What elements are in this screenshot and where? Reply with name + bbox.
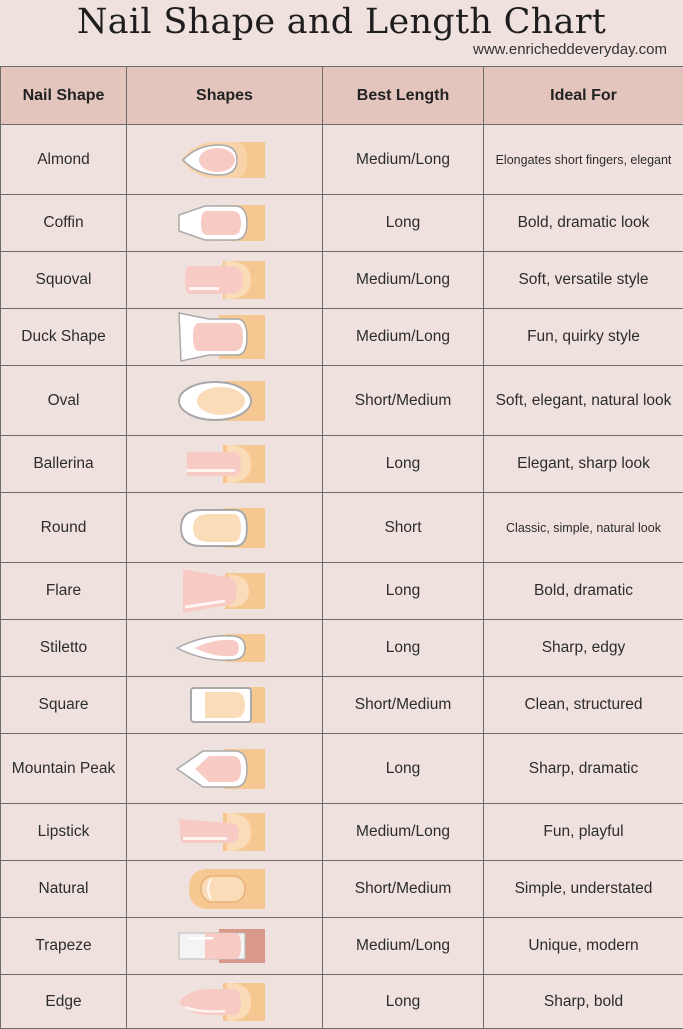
best-length: Medium/Long	[323, 125, 484, 195]
nail-shape-name: Lipstick	[1, 804, 127, 861]
shape-cell	[127, 677, 323, 734]
edge-nail-icon	[175, 979, 275, 1025]
nail-shape-name: Ballerina	[1, 436, 127, 493]
duck-nail-icon	[175, 311, 275, 363]
shape-cell	[127, 734, 323, 804]
stiletto-nail-icon	[175, 630, 275, 666]
table-row	[1, 195, 683, 252]
website-url: www.enricheddeveryday.com	[473, 41, 667, 58]
table-row	[1, 804, 683, 861]
table-row	[1, 125, 683, 195]
shape-cell	[127, 918, 323, 975]
column-header-nail-shape: Nail Shape	[1, 67, 127, 125]
nail-shape-name: Stiletto	[1, 620, 127, 677]
best-length: Long	[323, 975, 484, 1029]
best-length: Short/Medium	[323, 861, 484, 918]
mountain-peak-nail-icon	[175, 745, 275, 793]
ideal-for: Unique, modern	[484, 918, 683, 975]
ideal-for: Clean, structured	[484, 677, 683, 734]
table-row	[1, 563, 683, 620]
table-row	[1, 309, 683, 366]
nail-shape-name: Edge	[1, 975, 127, 1029]
best-length: Medium/Long	[323, 918, 484, 975]
lipstick-nail-icon	[175, 809, 275, 855]
ideal-for: Soft, elegant, natural look	[484, 366, 683, 436]
shape-cell	[127, 366, 323, 436]
best-length: Short/Medium	[323, 366, 484, 436]
column-header-best-length: Best Length	[323, 67, 484, 125]
natural-nail-icon	[175, 865, 275, 913]
shape-cell	[127, 309, 323, 366]
shape-cell	[127, 804, 323, 861]
nail-shape-name: Flare	[1, 563, 127, 620]
table-row	[1, 366, 683, 436]
trapeze-nail-icon	[175, 927, 275, 965]
ideal-for: Sharp, edgy	[484, 620, 683, 677]
nail-shape-name: Square	[1, 677, 127, 734]
shape-cell	[127, 620, 323, 677]
table-row	[1, 918, 683, 975]
ideal-for: Sharp, dramatic	[484, 734, 683, 804]
nail-shape-name: Oval	[1, 366, 127, 436]
ideal-for: Soft, versatile style	[484, 252, 683, 309]
table-row	[1, 734, 683, 804]
best-length: Long	[323, 436, 484, 493]
oval-nail-icon	[175, 377, 275, 425]
shape-cell	[127, 436, 323, 493]
table-row	[1, 677, 683, 734]
best-length: Medium/Long	[323, 309, 484, 366]
ideal-for: Bold, dramatic	[484, 563, 683, 620]
shape-cell	[127, 493, 323, 563]
square-nail-icon	[175, 683, 275, 727]
ideal-for: Elegant, sharp look	[484, 436, 683, 493]
best-length: Long	[323, 620, 484, 677]
table-row	[1, 620, 683, 677]
almond-nail-icon	[175, 137, 275, 183]
nail-shape-name: Mountain Peak	[1, 734, 127, 804]
table-header-row	[1, 67, 683, 125]
table-row	[1, 861, 683, 918]
nail-shape-name: Natural	[1, 861, 127, 918]
round-nail-icon	[175, 504, 275, 552]
shape-cell	[127, 563, 323, 620]
table-row	[1, 975, 683, 1029]
ideal-for: Fun, playful	[484, 804, 683, 861]
nail-shape-name: Coffin	[1, 195, 127, 252]
ideal-for: Classic, simple, natural look	[484, 493, 683, 563]
shape-cell	[127, 975, 323, 1029]
shape-cell	[127, 125, 323, 195]
best-length: Long	[323, 195, 484, 252]
best-length: Medium/Long	[323, 804, 484, 861]
best-length: Medium/Long	[323, 252, 484, 309]
shape-cell	[127, 252, 323, 309]
ballerina-nail-icon	[175, 441, 275, 487]
nail-shape-name: Trapeze	[1, 918, 127, 975]
nail-shape-name: Squoval	[1, 252, 127, 309]
ideal-for: Simple, understated	[484, 861, 683, 918]
best-length: Long	[323, 734, 484, 804]
best-length: Long	[323, 563, 484, 620]
ideal-for: Sharp, bold	[484, 975, 683, 1029]
column-header-ideal-for: Ideal For	[484, 67, 683, 125]
table-row	[1, 252, 683, 309]
flare-nail-icon	[175, 567, 275, 615]
nail-shape-name: Almond	[1, 125, 127, 195]
table-row	[1, 493, 683, 563]
nail-shape-name: Round	[1, 493, 127, 563]
table-row	[1, 436, 683, 493]
ideal-for: Elongates short fingers, elegant	[484, 125, 683, 195]
coffin-nail-icon	[175, 201, 275, 245]
ideal-for: Fun, quirky style	[484, 309, 683, 366]
shape-cell	[127, 861, 323, 918]
best-length: Short	[323, 493, 484, 563]
page-title: Nail Shape and Length Chart	[0, 2, 683, 42]
shape-cell	[127, 195, 323, 252]
nail-chart-table	[0, 66, 683, 1029]
ideal-for: Bold, dramatic look	[484, 195, 683, 252]
squoval-nail-icon	[175, 257, 275, 303]
column-header-shapes: Shapes	[127, 67, 323, 125]
nail-shape-name: Duck Shape	[1, 309, 127, 366]
best-length: Short/Medium	[323, 677, 484, 734]
